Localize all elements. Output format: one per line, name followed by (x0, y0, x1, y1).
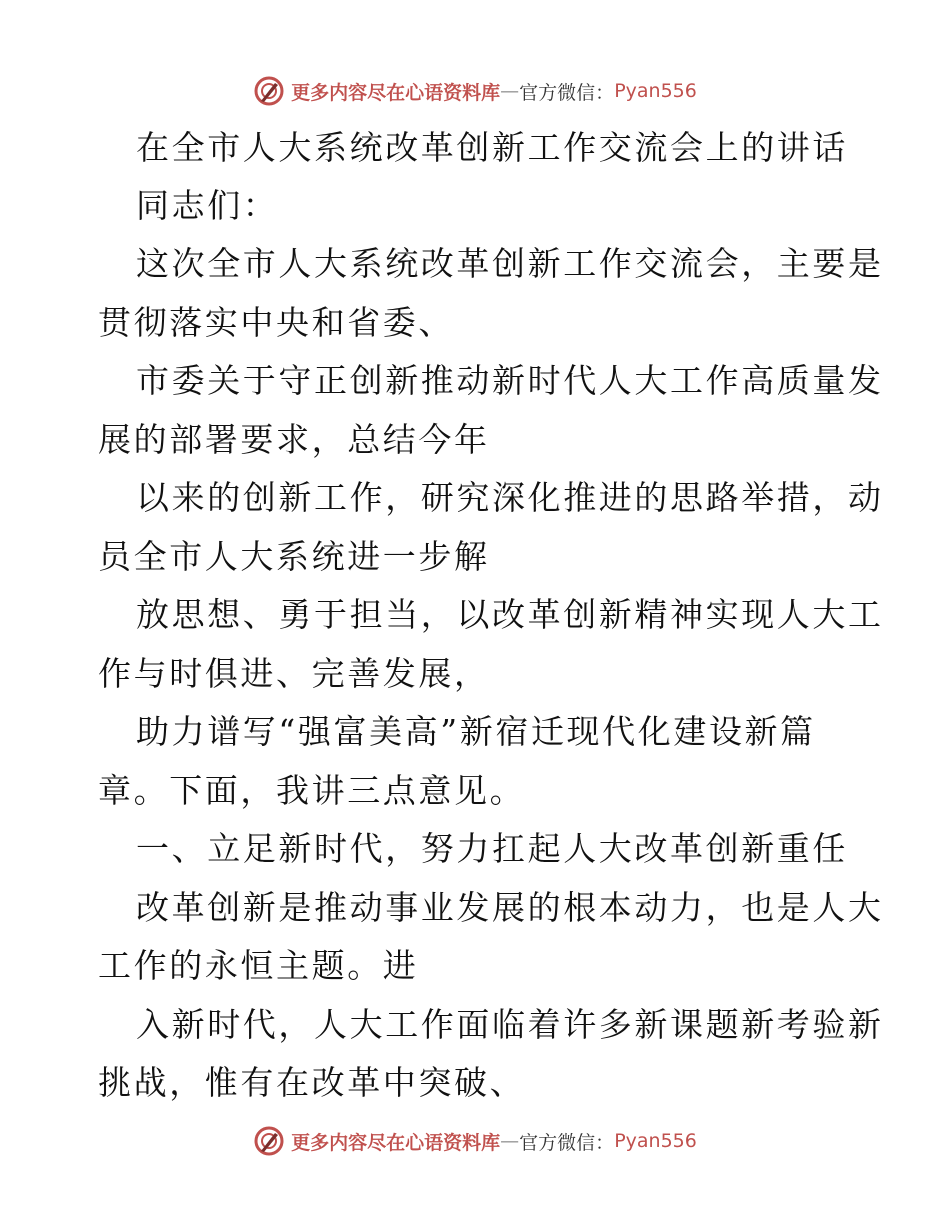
watermark-separator: — (500, 1130, 520, 1152)
footer-watermark (0, 1121, 950, 1161)
paragraph-line: 助力谱写“强富美高”新宿迁现代化建设新篇 (136, 712, 816, 751)
watermark-main-text: 更多内容尽在心语资料库 (291, 81, 501, 104)
watermark-main-text: 更多内容尽在心语资料库 (291, 1131, 501, 1154)
paragraph-line: 这次全市人大系统改革创新工作交流会，主要是 (136, 244, 884, 283)
paragraph-line: 员全市人大系统进一步解 (98, 537, 490, 576)
watermark-wechat-id: Pyan556 (614, 1130, 697, 1152)
paragraph-line: 挑战，惟有在改革中突破、 (98, 1063, 526, 1102)
quill-logo-icon (253, 75, 285, 107)
section-heading: 一、立足新时代，努力扛起人大改革创新重任 (136, 829, 848, 868)
watermark-wechat-id: Pyan556 (614, 80, 697, 102)
watermark-separator: — (500, 80, 520, 102)
paragraph-line: 贯彻落实中央和省委、 (98, 303, 454, 342)
paragraph-line: 作与时俱进、完善发展， (98, 654, 490, 693)
paragraph-line: 市委关于守正创新推动新时代人大工作高质量发 (136, 361, 884, 400)
watermark-wechat-label: 官方微信： (519, 1131, 615, 1154)
quill-logo-icon (253, 1125, 285, 1157)
watermark-wechat-label: 官方微信： (519, 81, 615, 104)
paragraph-line: 以来的创新工作，研究深化推进的思路举措，动 (136, 478, 884, 517)
paragraph-line: 工作的永恒主题。进 (98, 946, 419, 985)
document-title: 在全市人大系统改革创新工作交流会上的讲话 (136, 128, 848, 167)
paragraph-line: 改革创新是推动事业发展的根本动力，也是人大 (136, 888, 884, 927)
paragraph-line: 入新时代，人大工作面临着许多新课题新考验新 (136, 1005, 884, 1044)
salutation: 同志们： (136, 186, 279, 225)
paragraph-line: 展的部署要求，总结今年 (98, 420, 490, 459)
header-watermark (0, 71, 950, 111)
paragraph-line: 章。下面，我讲三点意见。 (98, 771, 526, 810)
paragraph-line: 放思想、勇于担当，以改革创新精神实现人大工 (136, 595, 884, 634)
